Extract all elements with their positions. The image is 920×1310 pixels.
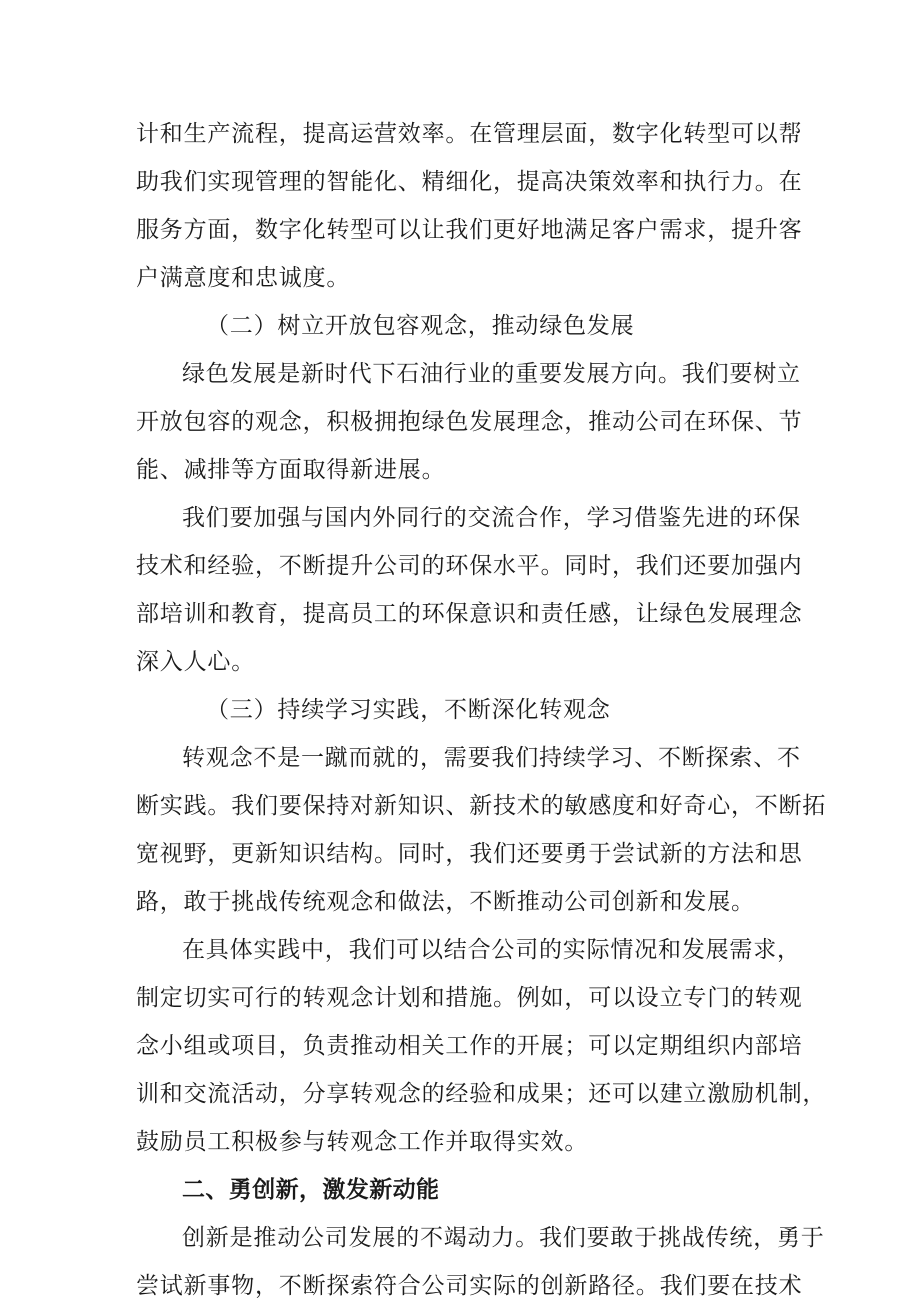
text-line: 断实践。我们要保持对新知识、新技术的敏感度和好奇心，不断拓 [136, 793, 827, 819]
text-line: 计和生产流程，提高运营效率。在管理层面，数字化转型可以帮 [136, 121, 803, 147]
text-line: 鼓励员工积极参与转观念工作并取得实效。 [136, 1129, 589, 1155]
text-line: 技术和经验，不断提升公司的环保水平。同时，我们还要加强内 [136, 553, 803, 579]
text-line: 户满意度和忠诚度。 [136, 265, 351, 291]
text-line: 转观念不是一蹴而就的，需要我们持续学习、不断探索、不 [182, 745, 801, 771]
section-subheading: （三）持续学习实践，不断深化转观念 [206, 697, 611, 723]
text-line: 能、减排等方面取得新进展。 [136, 457, 446, 483]
text-line: 尝试新事物，不断探索符合公司实际的创新路径。我们要在技术 [136, 1273, 803, 1299]
text-line: 助我们实现管理的智能化、精细化，提高决策效率和执行力。在 [136, 169, 803, 195]
text-line: 念小组或项目，负责推动相关工作的开展；可以定期组织内部培 [136, 1033, 803, 1059]
text-line: 路，敢于挑战传统观念和做法，不断推动公司创新和发展。 [136, 889, 755, 915]
text-line: 我们要加强与国内外同行的交流合作，学习借鉴先进的环保 [182, 505, 801, 531]
text-line: 制定切实可行的转观念计划和措施。例如，可以设立专门的转观 [136, 985, 803, 1011]
text-line: 服务方面，数字化转型可以让我们更好地满足客户需求，提升客 [136, 217, 803, 243]
section-heading: 二、勇创新，激发新动能 [182, 1177, 440, 1203]
text-line: 宽视野，更新知识结构。同时，我们还要勇于尝试新的方法和思 [136, 841, 803, 867]
text-line: 绿色发展是新时代下石油行业的重要发展方向。我们要树立 [182, 361, 801, 387]
text-line: 在具体实践中，我们可以结合公司的实际情况和发展需求， [182, 937, 801, 963]
section-subheading: （二）树立开放包容观念，推动绿色发展 [206, 313, 635, 339]
text-line: 部培训和教育，提高员工的环保意识和责任感，让绿色发展理念 [136, 601, 803, 627]
document-body [136, 110, 827, 1310]
text-line: 创新是推动公司发展的不竭动力。我们要敢于挑战传统，勇于 [182, 1225, 825, 1251]
text-line: 深入人心。 [136, 649, 255, 675]
text-line: 训和交流活动，分享转观念的经验和成果；还可以建立激励机制， [136, 1081, 827, 1107]
text-line: 开放包容的观念，积极拥抱绿色发展理念，推动公司在环保、节 [136, 409, 803, 435]
